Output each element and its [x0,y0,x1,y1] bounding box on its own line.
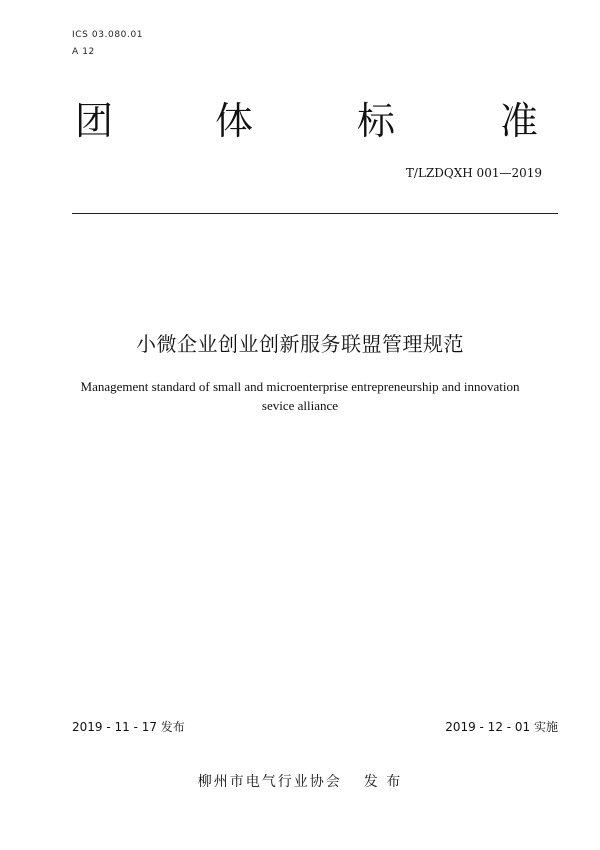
standard-code: T/LZDQXH 001—2019 [405,166,542,180]
header-divider [72,213,558,214]
implementation-date: 2019 - 12 - 01 实施 [445,720,558,734]
issuer-organization: 柳州市电气行业协会 [197,774,342,790]
issue-date: 2019 - 11 - 17 发布 [72,720,185,734]
ics-code: ICS 03.080.01 [72,30,144,40]
title-chinese: 小微企业创业创新服务联盟管理规范 [136,332,464,356]
issuer-line [0,771,600,791]
title-english-line-2: sevice alliance [261,398,339,413]
issuer-action: 发 布 [363,774,403,790]
doc-type-char-2: 体 [215,99,254,143]
doc-type-char-4: 准 [500,99,539,143]
title-english-line-1: Management standard of small and microenterprise entrepreneurship and innovation [80,379,520,394]
doc-type-char-1: 团 [75,99,114,143]
doc-type-char-3: 标 [357,99,396,143]
ccs-code: A 12 [72,47,95,57]
title-english [40,377,560,415]
